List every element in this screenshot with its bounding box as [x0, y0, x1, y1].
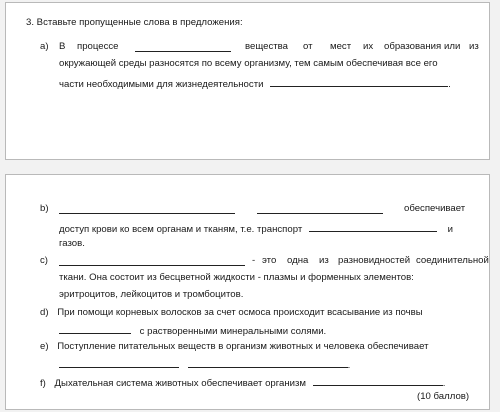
item-a-line3-text: части необходимыми для жизнедеятельности	[59, 79, 264, 90]
item-c-word: из	[319, 255, 329, 266]
item-c-line3: эритроцитов, лейкоцитов и тромбоцитов.	[59, 289, 244, 300]
item-c-line1	[40, 255, 489, 267]
item-c-word: разновидностей	[338, 255, 411, 266]
item-a-line2: окружающей среды разносятся по всему организму, тем самым обеспечивая все его	[59, 58, 438, 69]
item-a-label: а)	[40, 41, 49, 52]
item-d-line2-text: с растворенными минеральными солями.	[139, 326, 327, 337]
item-a-word: образования	[384, 41, 442, 52]
item-e-line2-end: .	[347, 360, 351, 371]
item-d-line1-text: При помощи корневых волосков за счет осмоса происходит всасывание из почвы	[57, 307, 423, 318]
item-a-word: процессе	[77, 41, 119, 52]
item-b-line3: газов.	[59, 238, 85, 249]
score-label: (10 баллов)	[417, 391, 470, 402]
item-f-line1-end: .	[442, 378, 446, 389]
item-c-word: -	[252, 255, 256, 266]
blank-f1[interactable]	[313, 375, 443, 386]
item-a-word: от	[303, 41, 313, 52]
item-a-word: вещества	[245, 41, 288, 52]
item-a-word: В	[59, 41, 66, 52]
item-b-line2-text: доступ крови ко всем органам и тканям, т.е. транспорт	[59, 224, 303, 235]
item-a-line3-end: .	[448, 79, 451, 90]
blank-d1[interactable]	[59, 323, 131, 334]
task-title: 3. Вставьте пропущенные слова в предложения:	[26, 17, 243, 28]
item-c-line2: ткани. Она состоит из бесцветной жидкости - плазмы и форменных элементов:	[59, 272, 414, 283]
blank-c1[interactable]	[59, 255, 245, 266]
task-card-bottom	[5, 174, 490, 410]
item-d-label: d)	[40, 307, 49, 318]
item-c-word: это	[262, 255, 277, 266]
blank-e1[interactable]	[59, 357, 179, 368]
item-f-line1	[40, 375, 445, 390]
item-a-word: из	[469, 41, 479, 52]
item-a-line3	[59, 76, 451, 91]
item-f-label: f)	[40, 378, 46, 389]
blank-b3[interactable]	[309, 221, 437, 232]
item-d-line2	[59, 323, 326, 338]
item-b-line2	[59, 221, 453, 236]
item-c-word: соединительной	[416, 255, 489, 266]
item-e-label: e)	[40, 341, 49, 352]
item-a-word: или	[444, 41, 461, 52]
item-a-word: мест	[330, 41, 352, 52]
item-e-line2	[59, 357, 350, 372]
blank-a1[interactable]	[135, 41, 231, 52]
item-b-label: b)	[40, 203, 49, 214]
item-b-line1	[40, 203, 470, 215]
task-card-top	[5, 2, 490, 160]
item-b-line2-end: и	[447, 224, 453, 235]
blank-b1[interactable]	[59, 203, 235, 214]
blank-a2[interactable]	[270, 76, 448, 87]
item-a-word: их	[363, 41, 374, 52]
item-a-line1	[40, 41, 479, 53]
blank-e2[interactable]	[188, 357, 348, 368]
item-c-label: c)	[40, 255, 48, 266]
item-d-line1	[40, 307, 423, 319]
blank-b2[interactable]	[257, 203, 383, 214]
item-c-word: одна	[287, 255, 309, 266]
item-e-line1-text: Поступление питательных веществ в организм животных и человека обеспечивает	[57, 341, 429, 352]
item-e-line1	[40, 341, 429, 353]
item-b-line1-end: обеспечивает	[404, 203, 466, 214]
item-f-line1-text: Дыхательная система животных обеспечивает организм	[54, 378, 307, 389]
